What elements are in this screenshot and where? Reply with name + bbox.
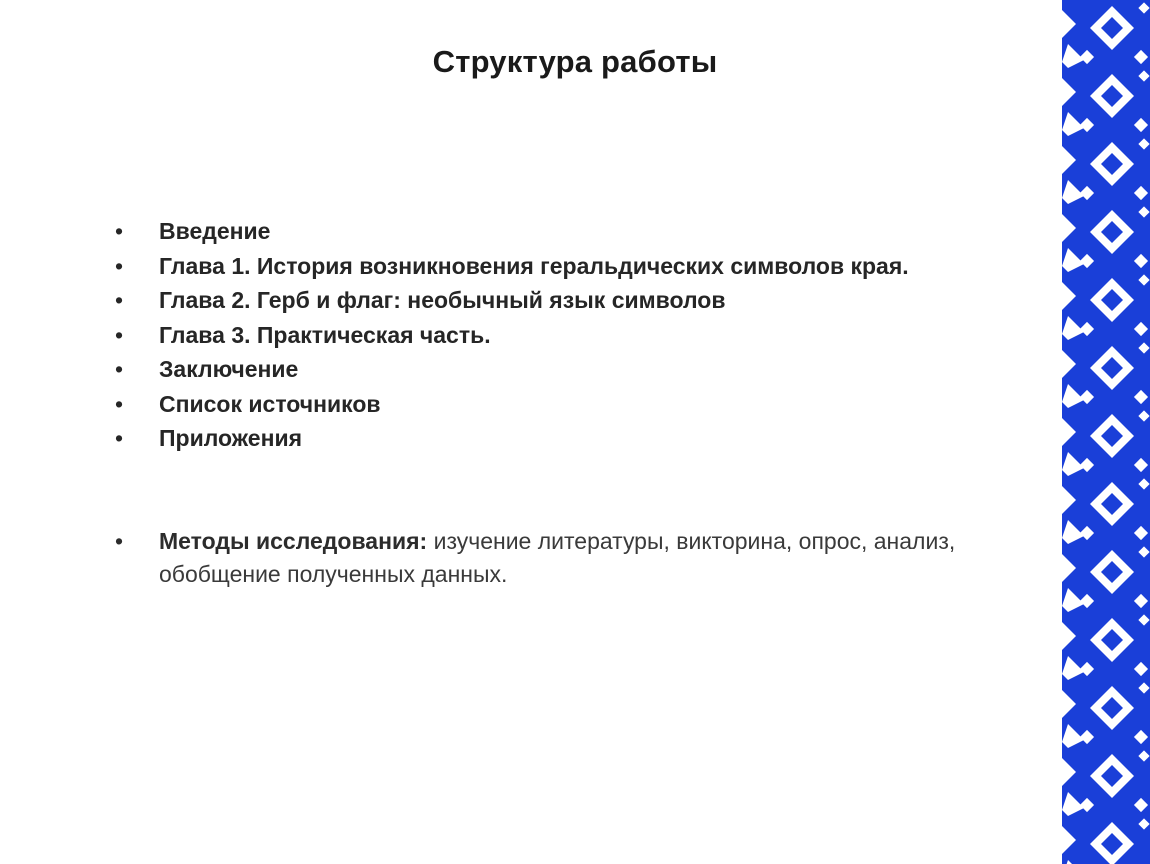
list-item-label: Введение: [159, 218, 271, 244]
list-item-label: Глава 1. История возникновения геральдических символов края.: [159, 252, 909, 279]
methods-label: Методы исследования:: [159, 527, 428, 554]
bullet-icon: •: [115, 321, 124, 348]
list-item: [115, 214, 1045, 249]
bullet-icon: •: [115, 287, 124, 313]
bullet-list: [115, 214, 1045, 456]
bullet-icon: •: [115, 252, 124, 279]
list-item: [115, 421, 1045, 456]
folk-ornament-border-icon: [1062, 0, 1150, 864]
bullet-icon: •: [115, 425, 124, 451]
list-item-label: Список источников: [159, 390, 381, 417]
list-item: [115, 352, 1045, 387]
list-item-label: Приложения: [159, 425, 303, 451]
list-item: [115, 249, 1045, 284]
methods-text: изучение литературы, викторина, опрос, анализ, обобщение полученных данных.: [159, 527, 956, 587]
list-item-label: Глава 2. Герб и флаг: необычный язык символов: [159, 287, 726, 313]
slide-title: Структура работы: [432, 44, 718, 79]
bullet-icon: •: [115, 218, 124, 244]
list-item: [115, 318, 1045, 353]
list-item: [115, 387, 1045, 422]
bullet-icon: •: [115, 356, 124, 382]
list-item-label: Заключение: [159, 356, 299, 382]
bullet-icon: •: [115, 390, 124, 417]
list-item: [115, 283, 1045, 318]
list-item-label: Глава 3. Практическая часть.: [159, 321, 491, 348]
research-methods: [115, 525, 1045, 591]
bullet-icon: •: [115, 527, 124, 554]
slide-content: [115, 214, 1045, 591]
